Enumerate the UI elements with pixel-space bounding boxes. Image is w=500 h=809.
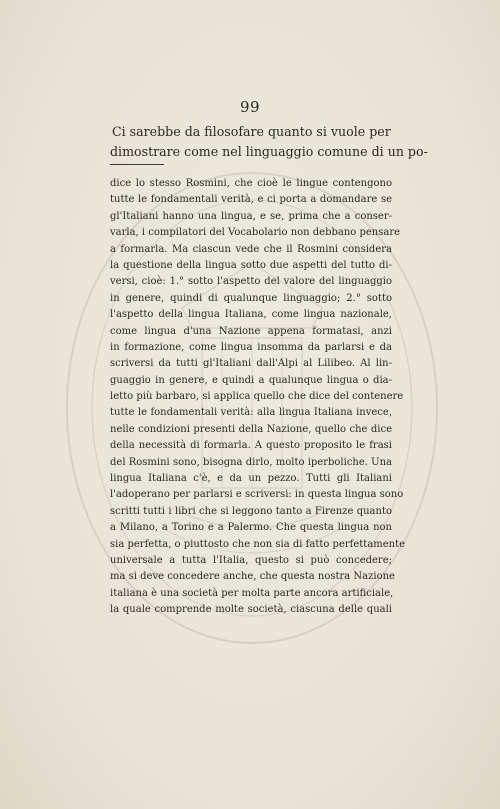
text-line: letto più barbaro, si applica quello che dice del contenere: [110, 391, 404, 403]
text-line: tutte le fondamentali verità, e ci porta a domandare se: [110, 194, 392, 206]
text-line: la questione della lingua sotto due aspetti del tutto di-: [110, 259, 392, 271]
text-line: varla, i compilatori del Vocabolario non debbano pensare: [110, 227, 401, 239]
text-line: lingua Italiana c'è, e da un pezzo. Tutti gli Italiani: [110, 473, 392, 485]
text-line: italiana è una società per molta parte ancora artificiale,: [110, 587, 394, 599]
text-line: scriversi da tutti gl'Italiani dall'Alpi al Lilibeo. Al lin-: [110, 358, 392, 370]
page-number: 99: [239, 98, 261, 116]
text-line: tutte le fondamentali verità: alla lingua Italiana invece,: [110, 407, 392, 419]
text-line: scritti tutti i libri che si leggono tanto a Firenze quanto: [110, 505, 392, 517]
text-line: a Milano, a Torino e a Palermo. Che questa lingua non: [110, 522, 392, 534]
text-line: la quale comprende molte società, ciascuna delle quali: [110, 604, 392, 616]
intro-line: dimostrare come nel linguaggio comune di un po-: [110, 143, 428, 159]
text-line: sia perfetta, o piuttosto che non sia di fatto perfettamente: [110, 538, 406, 550]
footnote-separator-rule: [110, 164, 164, 165]
intro-paragraph: [110, 122, 428, 161]
text-line: l'aspetto della lingua Italiana, come lingua nazionale,: [110, 309, 392, 321]
text-line: versi, cioè: 1.° sotto l'aspetto del valore del linguaggio: [110, 276, 392, 288]
text-line: in formazione, come lingua insomma da parlarsi e da: [110, 341, 392, 353]
text-line: l'adoperano per parlarsi e scriversi: in questa lingua sono: [110, 489, 404, 501]
text-line: in genere, quindi di qualunque linguaggio; 2.° sotto: [110, 292, 392, 304]
text-line: della necessità di formarla. A questo proposito le frasi: [110, 440, 392, 452]
text-line: universale a tutta l'Italia, questo si può concedere;: [110, 554, 392, 566]
text-line: nelle condizioni presenti della Nazione, quello che dice: [110, 423, 392, 435]
text-line: guaggio in genere, e quindi a qualunque lingua o dia-: [110, 374, 392, 386]
footnote-text: [110, 176, 406, 619]
text-line: come lingua d'una Nazione appena formatasi, anzi: [110, 325, 392, 337]
text-line: a formarla. Ma ciascun vede che il Rosmini considera: [110, 243, 392, 255]
intro-line: Ci sarebbe da filosofare quanto si vuole per: [112, 124, 391, 139]
text-line: gl'Italiani hanno una lingua, e se, prima che a conser-: [110, 210, 392, 222]
text-line: del Rosmini sono, bisogna dirlo, molto iperboliche. Una: [110, 456, 392, 468]
text-line: dice lo stesso Rosmini, che cioè le lingue contengono: [110, 178, 392, 189]
text-line: ma si deve concedere anche, che questa nostra Nazione: [110, 571, 395, 583]
